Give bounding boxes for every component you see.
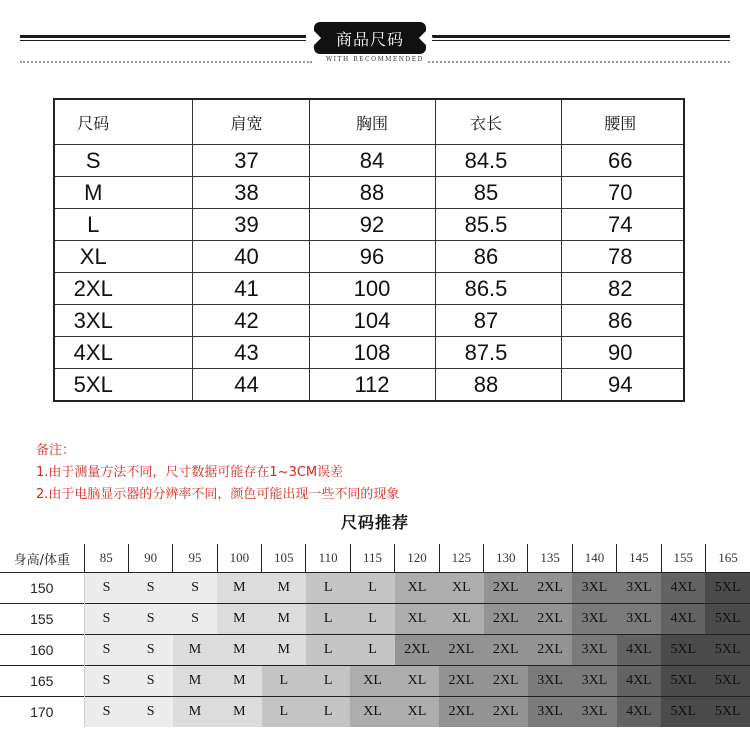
recommendation-cell [439,573,483,604]
size-table-cell [561,177,684,209]
size-table-cell-value: 84 [359,147,385,173]
recommended-size: XL [407,673,427,688]
size-table-cell [192,273,309,305]
size-table-cell-value: 92 [359,211,385,237]
height-label: 155 [0,604,84,635]
size-table-row [54,177,684,209]
recommended-size: 2XL [537,642,563,657]
recommended-size: L [323,704,333,719]
recommended-size: S [102,673,111,688]
recommended-size: L [368,611,377,626]
recommendation-cell [217,697,261,728]
recommended-size: M [277,642,290,657]
recommended-size: S [191,611,199,626]
recommended-size: 2XL [448,673,475,688]
weight-header: 145 [617,544,661,573]
size-table-cell [54,145,192,177]
size-table-row [54,273,684,305]
recommendation-cell [217,666,261,697]
size-table-cell [54,305,192,337]
recommendation-cell [395,635,439,666]
size-table-cell-value: L [87,211,100,237]
recommendation-cell [528,573,572,604]
size-table-cell-value: M [84,179,103,205]
recommendation-cell [617,697,661,728]
size-table-cell [309,145,435,177]
recommended-size: S [146,704,155,719]
recommended-size: 3XL [581,580,608,595]
recommendation-cell [128,697,172,728]
size-table-cell [561,305,684,337]
recommendation-cell [128,666,172,697]
size-table-cell-value: 100 [353,275,391,301]
weight-header: 130 [484,544,528,573]
size-table-header-row [54,99,684,145]
recommendation-cell [661,573,705,604]
recommendation-header-row [0,544,750,573]
recommended-size: 2XL [492,704,519,719]
recommendation-cell [395,604,439,635]
size-table-cell-value: 38 [234,179,259,205]
size-table-cell-value: 96 [359,243,385,269]
recommendation-cell [572,573,616,604]
recommended-size: XL [407,704,427,719]
recommended-size: XL [452,611,471,626]
recommendation-cell [528,697,572,728]
header-subtitle: WITH RECOMMENDED [325,56,424,63]
recommendation-cell [262,604,306,635]
notes [36,440,399,506]
size-table-cell-value: 85 [473,179,499,205]
recommended-size: 2XL [492,580,519,595]
size-table-cell [54,369,192,402]
recommended-size: M [188,642,202,657]
header-line-right-thin [432,40,730,41]
recommended-size: L [323,611,333,626]
weight-header: 125 [439,544,483,573]
recommended-size: 2XL [492,611,519,626]
size-table [53,98,685,402]
size-table-cell [435,145,561,177]
size-table-cell-value: 3XL [73,307,113,333]
col-header-shoulder: 肩宽 [192,99,309,145]
size-table-cell [192,241,309,273]
recommended-size: 2XL [537,580,563,595]
recommendation-cell [439,666,483,697]
recommendation-cell [84,635,128,666]
recommendation-cell [395,697,439,728]
recommendation-cell [262,697,306,728]
recommendation-cell [306,697,350,728]
size-table-row [54,241,684,273]
recommendation-cell [84,604,128,635]
recommended-size: 4XL [626,704,652,719]
recommendation-cell [617,573,661,604]
size-table-row [54,209,684,241]
size-table-cell [435,273,561,305]
col-header-length: 衣长 [435,99,561,145]
size-table-cell [561,209,684,241]
header-line-right-thick [432,35,730,38]
recommendation-cell [84,697,128,728]
recommendation-cell [572,635,616,666]
recommended-size: 2XL [404,642,430,657]
recommended-size: M [233,611,246,626]
recommended-size: L [279,673,289,688]
corner-label: 身高/体重 [0,544,84,573]
weight-header: 120 [395,544,439,573]
recommendation-cell [661,604,705,635]
size-table-cell [309,369,435,402]
recommended-size: S [102,642,111,657]
recommended-size: M [277,611,290,626]
size-table-cell [309,241,435,273]
size-table-cell-value: 85.5 [464,211,508,237]
recommended-size: 5XL [714,580,741,595]
size-table-cell [435,177,561,209]
weight-header: 95 [173,544,217,573]
recommended-size: M [233,580,246,595]
header-title [314,22,426,54]
recommendation-cell [128,635,172,666]
recommended-size: S [146,642,155,657]
size-table-cell-value: 40 [234,243,259,269]
recommendation-cell [528,666,572,697]
recommended-size: S [102,704,111,719]
recommended-size: M [233,673,246,688]
header-line-left-thin [20,40,306,41]
recommendation-row [0,697,750,728]
recommended-size: 3XL [581,704,608,719]
recommended-size: 4XL [670,611,697,626]
recommended-size: XL [363,704,382,719]
size-table-cell [435,241,561,273]
recommended-size: 5XL [714,611,741,626]
weight-header: 115 [350,544,394,573]
recommendation-cell [262,573,306,604]
recommended-size: 4XL [670,580,697,595]
recommended-size: M [188,673,202,688]
size-table-cell [54,241,192,273]
size-table-cell [309,273,435,305]
size-table-cell-value: 87.5 [464,339,508,365]
recommendation-cell [661,697,705,728]
recommendation-cell [128,604,172,635]
size-table-cell-value: 4XL [73,339,113,365]
recommended-size: M [233,642,246,657]
size-table-cell-value: 41 [234,275,259,301]
recommendation-cell [350,635,394,666]
recommended-size: 5XL [670,642,697,657]
size-table-cell-value: 86.5 [464,275,508,301]
size-table-row [54,337,684,369]
recommended-size: 4XL [626,673,652,688]
recommended-size: M [188,704,202,719]
size-table-cell-value: 5XL [73,371,113,397]
recommendation-cell [217,573,261,604]
size-table-row [54,305,684,337]
recommendation-cell [262,666,306,697]
recommended-size: M [233,704,246,719]
recommended-size: 3XL [581,611,608,626]
recommendation-cell [705,635,750,666]
recommended-size: L [323,642,333,657]
recommendation-cell [173,697,217,728]
size-table-cell [435,369,561,402]
size-table-cell [309,177,435,209]
size-table-cell-value: 104 [353,307,391,333]
size-table-cell-value: 84.5 [464,147,508,173]
size-table-cell [561,369,684,402]
size-table-cell-value: 39 [234,211,259,237]
size-table-cell-value: 87 [473,307,499,333]
notes-title: 备注： [36,443,76,458]
recommended-size: S [191,580,199,595]
header-banner [0,0,750,80]
height-label: 160 [0,635,84,666]
height-label: 165 [0,666,84,697]
recommendation-cell [217,604,261,635]
recommended-size: L [368,580,377,595]
recommendation-cell [572,604,616,635]
height-label: 150 [0,573,84,604]
size-table-cell-value: 112 [354,371,390,397]
size-table-row [54,369,684,402]
recommended-size: 3XL [626,580,652,595]
recommendation-cell [173,604,217,635]
size-table-cell-value: 78 [608,243,633,269]
recommendation-cell [439,604,483,635]
size-table-cell [309,305,435,337]
recommendation-cell [617,635,661,666]
size-table-cell-value: 86 [608,307,633,333]
recommendation-cell [439,697,483,728]
recommended-size: 2XL [492,673,519,688]
recommended-size: 5XL [670,704,697,719]
recommended-size: L [323,673,333,688]
recommendation-cell [350,604,394,635]
note-item-2: 2.由于电脑显示器的分辨率不同，颜色可能出现一些不同的现象 [36,487,400,502]
recommendation-cell [572,666,616,697]
recommendation-cell [617,666,661,697]
size-table-cell-value: 94 [608,371,633,397]
recommended-size: XL [407,611,427,626]
recommendation-cell [705,666,750,697]
size-table-cell [561,273,684,305]
col-header-waist: 腰围 [561,99,684,145]
recommendation-cell [84,573,128,604]
size-table-cell-value: 44 [234,371,259,397]
recommendation-cell [705,697,750,728]
recommendation-cell [528,635,572,666]
recommendation-cell [395,573,439,604]
size-table-cell [309,337,435,369]
recommended-size: 3XL [581,673,608,688]
recommendation-grid [0,544,750,727]
recommended-size: 3XL [581,642,608,657]
recommendation-cell [528,604,572,635]
recommended-size: L [323,580,333,595]
size-table-cell [192,305,309,337]
recommendation-cell [705,573,750,604]
recommendation-cell [484,697,528,728]
recommendation-cell [661,635,705,666]
weight-header: 100 [217,544,261,573]
recommended-size: 5XL [670,673,697,688]
recommendation-cell [84,666,128,697]
recommended-size: 2XL [537,611,563,626]
recommended-size: L [279,704,289,719]
header-line-left-thick [20,35,306,38]
size-table-cell-value: S [85,147,101,173]
recommendation-cell [350,697,394,728]
recommended-size: 2XL [448,704,475,719]
size-table-cell [54,273,192,305]
col-header-chest: 胸围 [309,99,435,145]
recommendation-cell [173,635,217,666]
recommended-size: S [102,580,111,595]
recommendation-cell [306,635,350,666]
recommendation-row [0,635,750,666]
recommended-size: S [146,611,155,626]
size-table-cell-value: 70 [608,179,633,205]
recommendation-cell [484,573,528,604]
recommendation-cell [217,635,261,666]
recommended-size: S [102,611,111,626]
size-table-cell-value: 43 [234,339,259,365]
size-table-cell-value: 74 [608,211,633,237]
size-table-cell-value: 88 [359,179,385,205]
recommended-size: 3XL [537,673,563,688]
recommendation-row [0,573,750,604]
recommended-size: 5XL [714,704,741,719]
weight-header: 140 [572,544,616,573]
recommendation-row [0,604,750,635]
recommended-size: S [146,580,155,595]
recommendation-cell [306,573,350,604]
recommendation-cell [262,635,306,666]
size-table-cell-value: 88 [473,371,499,397]
size-table-cell-value: XL [79,243,107,269]
weight-header: 105 [262,544,306,573]
size-table-cell [561,145,684,177]
recommendation-cell [572,697,616,728]
size-table-cell [192,337,309,369]
recommendation-cell [350,666,394,697]
recommendation-cell [395,666,439,697]
size-table-cell [561,241,684,273]
recommendation-cell [306,666,350,697]
size-table-cell [309,209,435,241]
recommended-size: 4XL [626,642,652,657]
size-table-cell [192,369,309,402]
recommendation-title: 尺码推荐 [340,513,409,532]
recommended-size: M [277,580,290,595]
weight-header: 85 [84,544,128,573]
recommended-size: 5XL [714,673,741,688]
size-table-cell [435,305,561,337]
recommendation-cell [439,635,483,666]
recommended-size: 3XL [537,704,563,719]
size-table-cell-value: 2XL [73,275,113,301]
weight-header: 155 [661,544,705,573]
header-dots-right [428,61,730,63]
recommendation-cell [484,604,528,635]
size-table-cell-value: 66 [608,147,633,173]
recommendation-cell [617,604,661,635]
header-dots-left [20,61,312,63]
size-table-cell [54,337,192,369]
size-table-cell [54,209,192,241]
weight-header: 90 [128,544,172,573]
weight-header: 110 [306,544,350,573]
recommended-size: XL [407,580,427,595]
size-table-row [54,145,684,177]
size-table-cell-value: 82 [608,275,633,301]
size-table-cell [561,337,684,369]
size-table-cell-value: 90 [608,339,633,365]
recommendation-cell [173,666,217,697]
size-table-cell-value: 86 [473,243,499,269]
note-item-1: 1.由于测量方法不同，尺寸数据可能存在1~3CM误差 [36,465,344,480]
recommended-size: S [146,673,155,688]
size-table-cell [54,177,192,209]
size-table-cell [192,145,309,177]
recommendation-cell [484,666,528,697]
recommendation-cell [705,604,750,635]
recommendation-cell [350,573,394,604]
size-table-cell [435,209,561,241]
size-table-cell-value: 108 [353,339,391,365]
size-table-cell [192,209,309,241]
recommended-size: XL [363,673,382,688]
recommendation-cell [661,666,705,697]
height-label: 170 [0,697,84,728]
recommendation-cell [306,604,350,635]
recommended-size: XL [452,580,471,595]
recommendation-cell [484,635,528,666]
recommended-size: 2XL [492,642,519,657]
recommended-size: 2XL [448,642,475,657]
recommendation-cell [128,573,172,604]
header-title-text: 商品尺码 [335,29,404,49]
recommendation-row [0,666,750,697]
size-table-cell-value: 37 [234,147,259,173]
size-table-cell [192,177,309,209]
recommended-size: 5XL [714,642,741,657]
size-table-cell-value: 42 [234,307,259,333]
recommended-size: 3XL [626,611,652,626]
weight-header: 165 [705,544,750,573]
weight-header: 135 [528,544,572,573]
col-header-size: 尺码 [54,99,192,145]
recommendation-cell [173,573,217,604]
recommended-size: L [368,642,377,657]
size-table-cell [435,337,561,369]
